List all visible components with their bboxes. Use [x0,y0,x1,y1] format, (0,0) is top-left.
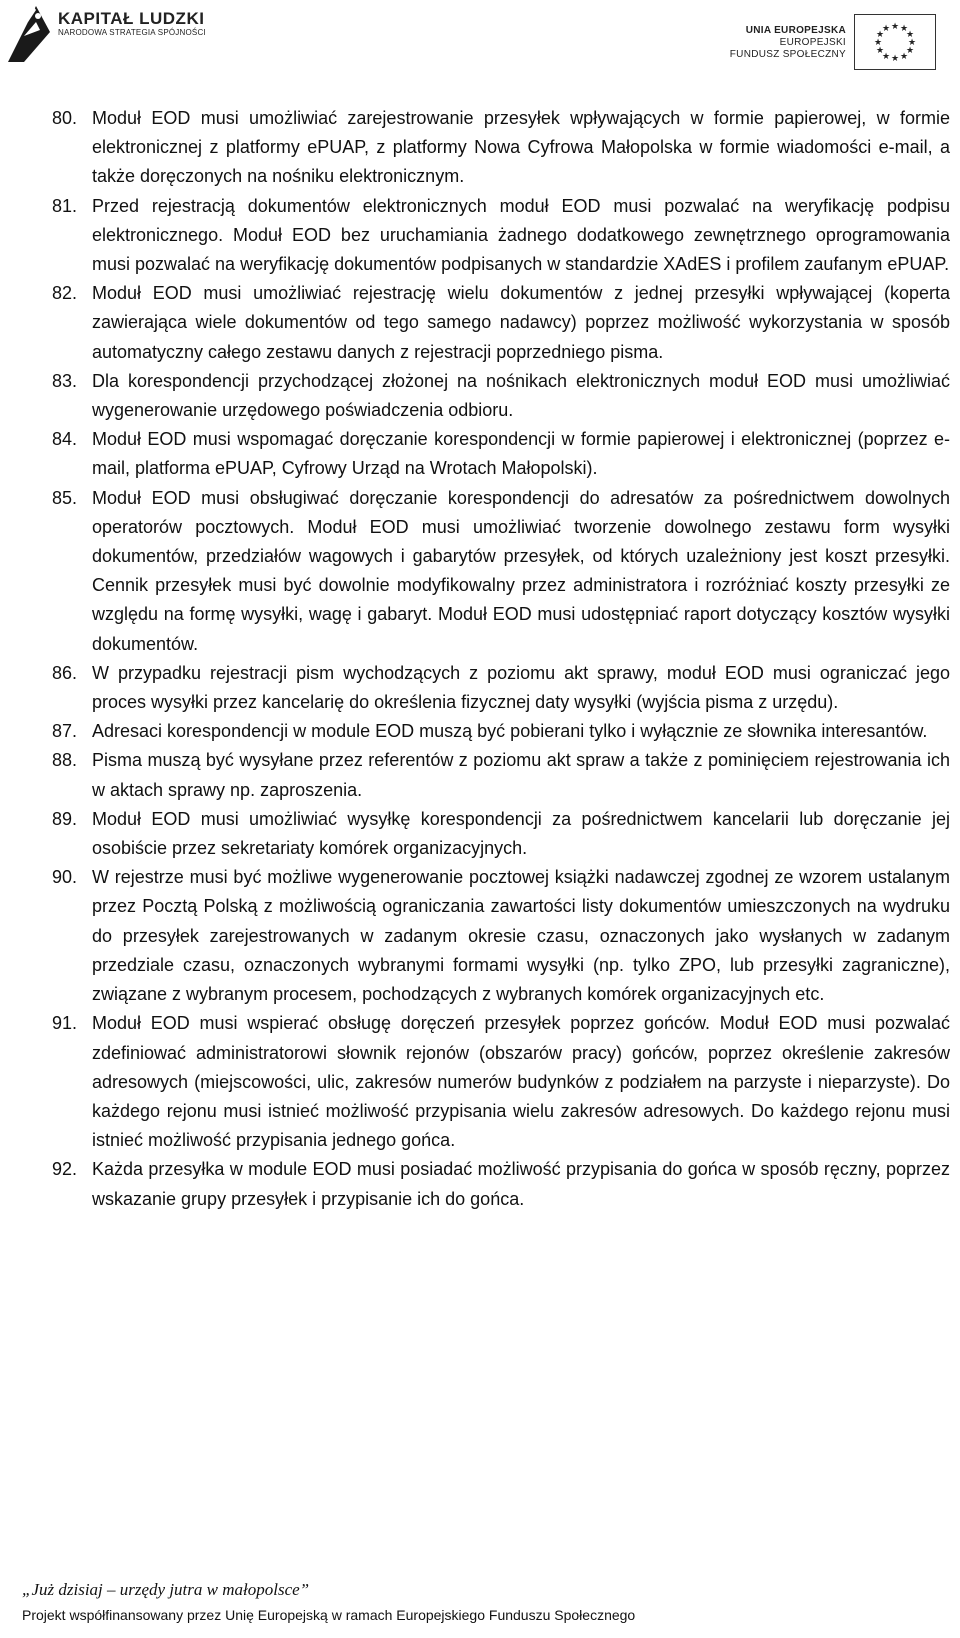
eu-logo-line1: UNIA EUROPEJSKA [745,24,846,36]
item-number: 83. [52,370,78,391]
kapital-ludzki-logo [6,2,206,64]
item-text: Dla korespondencji przychodzącej złożonej na nośnikach elektronicznych moduł EOD musi umożliwiać wygenerowanie urzędowego poświadczenia odbioru. [92,370,950,421]
kapital-ludzki-title: KAPITAŁ LUDZKI [58,9,205,28]
list-item [52,717,950,746]
eu-flag-icon [854,14,936,70]
kapital-ludzki-emblem-icon [6,2,52,64]
svg-text:★: ★ [873,38,883,48]
svg-text:★: ★ [905,30,915,40]
item-number: 84. [52,429,78,450]
item-text: Przed rejestracją dokumentów elektronicznych moduł EOD musi pozwalać na weryfikację podpisu elektronicznego. Moduł EOD bez uruchamiania żadnego dodatkowego zewnętrznego oprogramowania musi pozwalać na weryfikację dokumentów podpisanych w standardzie XAdES i profilem zaufanym ePUAP. [92,195,950,275]
svg-text:★: ★ [907,38,917,48]
list-item [52,104,950,192]
svg-text:★: ★ [875,46,885,56]
svg-text:★: ★ [890,54,900,64]
item-number: 80. [52,108,78,128]
svg-text:★: ★ [881,52,891,62]
kapital-ludzki-subtitle: NARODOWA STRATEGIA SPÓJNOŚCI [58,28,206,37]
eu-logo-line3: FUNDUSZ SPOŁECZNY [729,48,846,60]
item-number: 87. [52,721,78,742]
list-item [52,1155,950,1213]
list-item [52,425,950,483]
list-item [52,805,950,863]
svg-text:★: ★ [899,52,909,62]
eu-logo [730,14,936,70]
item-text: Moduł EOD musi obsługiwać doręczanie korespondencji do adresatów za pośrednictwem dowolnych operatorów pocztowych. Moduł EOD musi umożliwiać tworzenie dowolnego zestawu form wysyłki dokumentów, przedziałów wagowych i gabarytów przesyłek, od których uzależniony jest koszt przesyłki. Cennik przesyłek musi być dowolnie modyfikowalny przez administratora i rozróżniać koszty przesyłki ze względu na formę wysyłki, wagę i gabaryt. Moduł EOD musi udostępniać raport dotyczący kosztów wysyłki dokumentów. [92,487,950,654]
item-text: Moduł EOD musi umożliwiać rejestrację wielu dokumentów z jednej przesyłki wpływającej (koperta zawierająca wiele dokumentów od tego samego nadawcy) poprzez możliwość wykorzystania w sposób automatyczny całego zestawu danych z rejestracji poprzedniego pisma. [92,283,950,362]
page-header [0,0,960,90]
item-number: 88. [52,750,78,771]
list-item [52,367,950,425]
item-text: Każda przesyłka w module EOD musi posiadać możliwość przypisania do gońca w sposób ręczny, poprzez wskazanie grupy przesyłek i przypisanie ich do gońca. [92,1159,950,1209]
list-item [52,659,950,717]
item-number: 85. [52,487,78,508]
list-item [52,192,950,280]
item-text: Moduł EOD musi wspomagać doręczanie korespondencji w formie papierowej i elektronicznej (poprzez e-mail, platforma ePUAP, Cyfrowy Urząd na Wrotach Małopolski). [92,429,950,479]
svg-text:★: ★ [881,24,891,34]
list-item [52,484,950,659]
item-text: W rejestrze musi być możliwe wygenerowanie pocztowej książki nadawczej zgodnej ze wzorem ustalanym przez Pocztą Polską z możliwością ograniczania zawartości listy dokumentów umieszczonych na wydruku do przesyłek zarejestrowanych w zadanym okresie czasu, oznaczonych jako wysłanych w zadanym przedziale czasu, oznaczonych wybranymi formami wysyłki (np. tylko ZPO, lub przesyłki zagraniczne), związane z wybranym procesem, pochodzących z wybranych komórek organizacyjnych etc. [92,867,950,1005]
item-text: Moduł EOD musi wspierać obsługę doręczeń przesyłek poprzez gońców. Moduł EOD musi pozwalać zdefiniować administratorowi słownik rejonów (obszarów pracy) gońców, poprzez określenie zakresów adresowych (miejscowości, ulic, zakresów numerów budynków z podziałem na parzyste i nieparzyste). Do każdego rejonu musi istnieć możliwość przypisania wielu zakresów adresowych. Do każdego rejonu musi istnieć możliwość przypisania jednego gońca. [92,1013,950,1151]
item-text: Moduł EOD musi umożliwiać zarejestrowanie przesyłek wpływających w formie papierowej, w formie elektronicznej z platformy ePUAP, z platformy Nowa Cyfrowa Małopolska w formie wiadomości e-mail, a także doręczonych na nośniku elektronicznym. [92,108,950,187]
svg-text:★: ★ [875,30,885,40]
item-number: 91. [52,1013,78,1034]
list-item [52,279,950,367]
requirements-list [52,104,950,1214]
list-item [52,1009,950,1155]
list-item [52,746,950,804]
eu-logo-line2: EUROPEJSKI [779,36,846,48]
svg-text:★: ★ [905,46,915,56]
footer-slogan: „Już dzisiaj – urzędy jutra w małopolsce” [22,1580,310,1599]
footer-cofinance-note: Projekt współfinansowany przez Unię Europejską w ramach Europejskiego Funduszu Społecznego [22,1607,636,1623]
item-text: Moduł EOD musi umożliwiać wysyłkę korespondencji za pośrednictwem kancelarii lub doręczanie jej osobiście przez sekretariaty komórek organizacyjnych. [92,808,950,859]
item-number: 92. [52,1159,78,1180]
item-text: Adresaci korespondencji w module EOD muszą być pobierani tylko i wyłącznie ze słownika interesantów. [92,721,928,742]
item-number: 86. [52,662,78,683]
page-footer [22,1578,942,1628]
svg-text:★: ★ [899,24,909,34]
item-text: W przypadku rejestracji pism wychodzących z poziomu akt sprawy, moduł EOD musi ograniczać jego proces wysyłki przez kancelarię do określenia fizycznej daty wysyłki (wyjścia pisma z urzędu). [92,662,950,713]
item-number: 90. [52,867,78,888]
item-number: 81. [52,195,78,216]
svg-text:★: ★ [890,22,900,32]
item-number: 82. [52,283,78,304]
item-text: Pisma muszą być wysyłane przez referentów z poziomu akt spraw a także z pominięciem rejestrowania ich w aktach sprawy np. zaproszenia. [92,750,950,800]
list-item [52,863,950,1009]
item-number: 89. [52,808,78,829]
